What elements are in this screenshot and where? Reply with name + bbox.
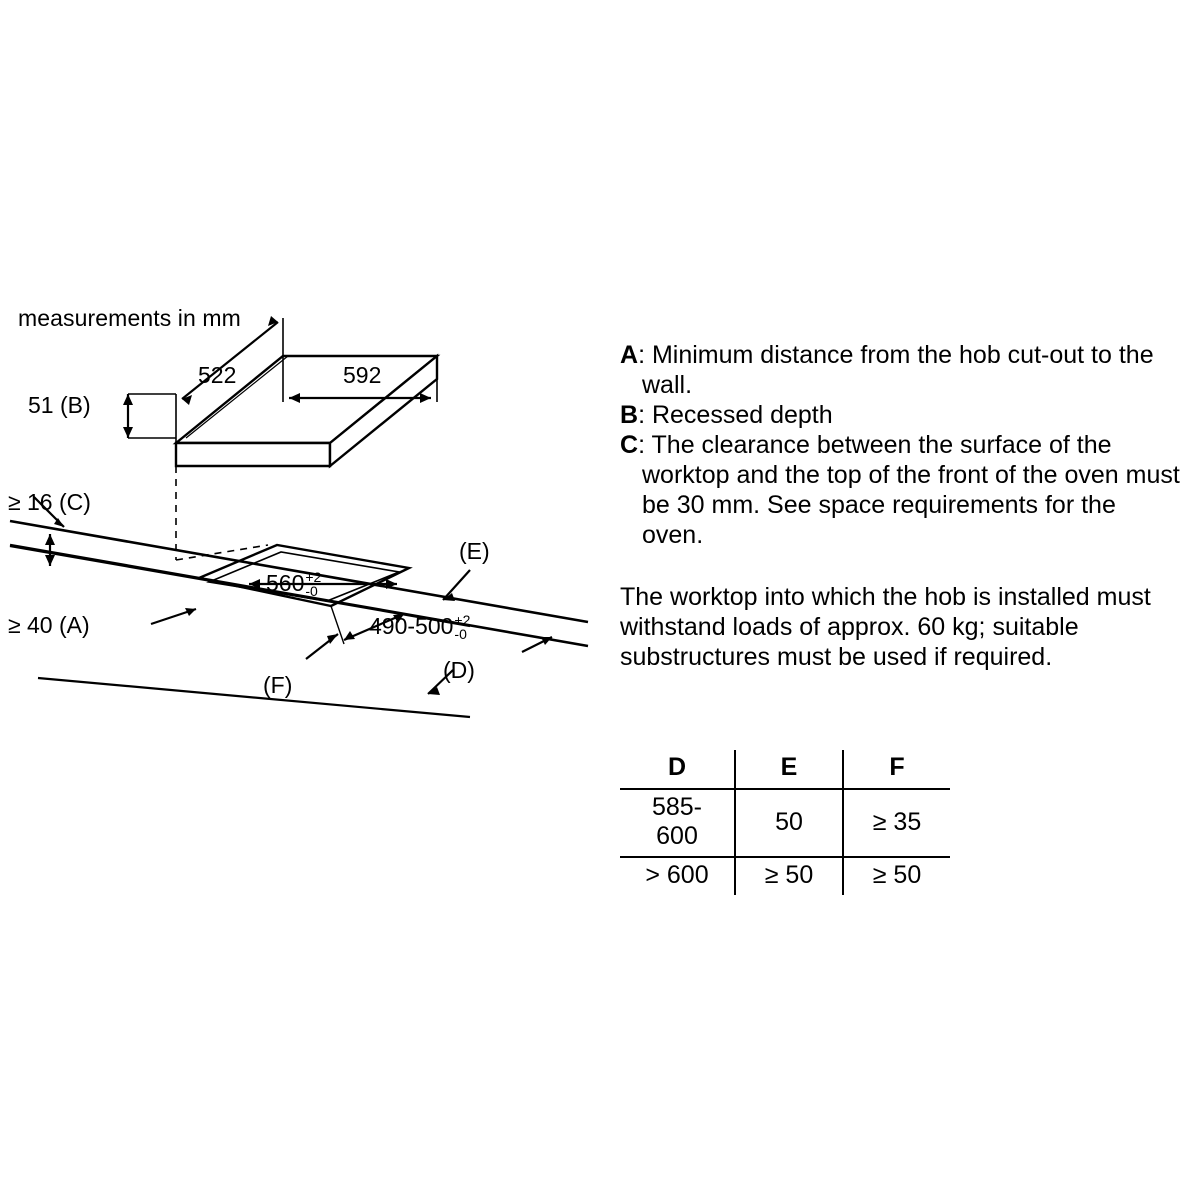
dim-490-500-tolerance: +2 -0 xyxy=(454,611,471,642)
worktop-note: The worktop into which the hob is installed must withstand loads of approx. 60 kg; suitable substructures must be used if required. xyxy=(620,583,1151,671)
dim-16-c: ≥ 16 (C) xyxy=(8,489,91,515)
dimension-table-wrap xyxy=(620,750,950,895)
legend-key-b: B xyxy=(620,401,639,429)
table-cell-d-2: > 600 xyxy=(645,861,709,889)
legend-item-c: C: The clearance between the surface of the worktop and the top of the front of the oven must be 30 mm. See space requirements for the oven. xyxy=(620,431,1180,549)
table-header-f: F xyxy=(843,750,950,789)
legend-key-a: A xyxy=(620,341,639,369)
dimension-table xyxy=(620,750,950,895)
marker-d: (D) xyxy=(443,657,475,683)
marker-e: (E) xyxy=(459,538,490,564)
marker-f: (F) xyxy=(263,672,293,698)
legend-key-c: C xyxy=(620,431,639,459)
legend-list xyxy=(620,340,1180,550)
dim-40-a: ≥ 40 (A) xyxy=(8,612,90,638)
table-cell-f-2: ≥ 50 xyxy=(843,857,950,895)
legend-item-b: B: Recessed depth xyxy=(620,401,833,429)
dim-490-500-value: 490-500 xyxy=(369,613,454,639)
table-cell-e-2: ≥ 50 xyxy=(735,857,843,895)
legend-item-a: A: Minimum distance from the hob cut-out to the wall. xyxy=(620,341,1154,399)
legend-text-b: Recessed depth xyxy=(651,401,833,429)
units-note: measurements in mm xyxy=(18,305,241,331)
dim-560-value: 560 xyxy=(266,570,305,596)
table-header-d: D xyxy=(667,753,687,781)
dim-522: 522 xyxy=(198,362,237,388)
table-header-e: E xyxy=(735,750,843,789)
installation-diagram xyxy=(0,0,620,760)
dim-490-500 xyxy=(369,613,470,642)
table-row xyxy=(620,857,950,895)
table-header-row xyxy=(620,750,950,789)
table-row xyxy=(620,789,950,857)
dim-592: 592 xyxy=(343,362,382,388)
table-cell-d-1: 585-600 xyxy=(651,793,703,850)
dim-51-b: 51 (B) xyxy=(28,392,91,418)
legend-column xyxy=(620,340,1180,672)
table-cell-f-1: ≥ 35 xyxy=(843,789,950,857)
table-cell-e-1: 50 xyxy=(735,789,843,857)
dim-560 xyxy=(266,570,321,599)
legend-text-a: Minimum distance from the hob cut-out to the wall. xyxy=(642,341,1154,399)
dim-560-tolerance: +2 -0 xyxy=(305,568,322,599)
legend-text-c: The clearance between the surface of the worktop and the top of the front of the oven must be 30 mm. See space requirements for the oven. xyxy=(642,431,1180,549)
